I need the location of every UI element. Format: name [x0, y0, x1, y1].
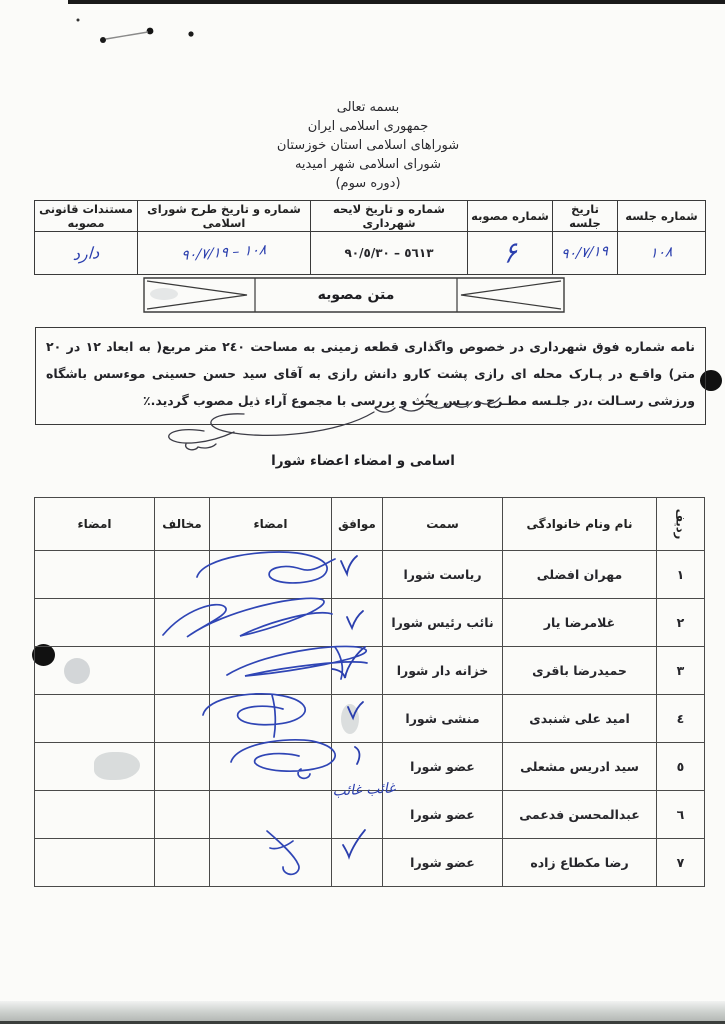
meta-value-session-no: ١٠٨: [618, 232, 706, 275]
col-header-signature: امضاء: [210, 498, 332, 551]
meta-value-bill-no-date: ٥٦١٣ – ٩٠/٥/٣٠: [311, 232, 468, 275]
row-no: ٧: [657, 839, 705, 887]
resolution-banner: [143, 277, 565, 313]
signature-row-4: [203, 694, 305, 737]
meta-header-legal-basis: مستندات قانونی مصوبه: [35, 201, 138, 232]
meta-header-row: [35, 201, 706, 232]
meta-value-row: [35, 232, 706, 275]
letterhead-bismillah: بسمه تعالی: [336, 100, 400, 115]
signature-row-1: [197, 552, 335, 583]
letterhead-term: (دوره سوم): [335, 176, 401, 191]
scan-edge-top: [68, 0, 725, 4]
signature-row-7: [267, 831, 299, 874]
row-no: ٤: [657, 695, 705, 743]
row-no: ٣: [657, 647, 705, 695]
letterhead-city-council: شورای اسلامی شهر امیدیه: [294, 157, 442, 172]
member-name: غلامرضا یار: [503, 599, 657, 647]
letterhead-country: جمهوری اسلامی ایران: [307, 119, 429, 134]
scan-edge-bottom: [0, 1001, 725, 1024]
row-no: ٢: [657, 599, 705, 647]
letterhead: [213, 98, 523, 193]
meta-value-resolution-no: ۶: [468, 232, 553, 275]
signature-row-2: [163, 598, 332, 637]
col-header-signature-2: امضاء: [35, 498, 155, 551]
checkmark-row-4: [348, 702, 363, 718]
row-no: ٥: [657, 743, 705, 791]
signature-row-5: [231, 740, 335, 778]
member-name: امید علی شنبدی: [503, 695, 657, 743]
member-name: سید ادریس مشعلی: [503, 743, 657, 791]
checkmark-row-2: [347, 611, 363, 628]
members-section-heading: اسامی و امضاء اعضاء شورا: [271, 453, 455, 469]
staple-marks: [60, 10, 210, 55]
letterhead-province-councils: شوراهای اسلامی استان خوزستان: [276, 138, 460, 153]
meta-header-bill-no-date: شماره و تاریخ لایحه شهرداری: [311, 201, 468, 232]
banner-title: متن مصوبه: [317, 287, 395, 303]
handwritten-annotation: [128, 382, 518, 442]
member-name: حمیدرضا باقری: [503, 647, 657, 695]
member-role: عضو شورا: [383, 743, 503, 791]
checkmark-row-5: [355, 747, 359, 764]
meta-header-session-no: شماره جلسه: [618, 201, 706, 232]
col-header-role: سمت: [383, 498, 503, 551]
col-header-row-no: ردیف: [657, 498, 705, 551]
member-name: مهران افضلی: [503, 551, 657, 599]
checkmark-row-1: [341, 556, 357, 574]
absent-note: غائب غائب: [332, 780, 396, 800]
resolution-meta-table: [34, 200, 706, 275]
member-name: عبدالمحسن فدعمی: [503, 791, 657, 839]
row-no: ١: [657, 551, 705, 599]
member-role: عضو شورا: [383, 791, 503, 839]
meta-value-plan-no-date: ١٠٨ – ٩٠/٧/١٩: [138, 232, 311, 275]
member-role: عضو شورا: [383, 839, 503, 887]
meta-value-legal-basis: دارد: [35, 232, 138, 275]
member-role: نائب رئیس شورا: [383, 599, 503, 647]
checkmark-row-7: [343, 830, 365, 857]
member-role: منشی شورا: [383, 695, 503, 743]
meta-header-session-date: تاریخ جلسه: [553, 201, 618, 232]
meta-header-plan-no-date: شماره و تاریخ طرح شورای اسلامی: [138, 201, 311, 232]
row-no: ٦: [657, 791, 705, 839]
signatures-overlay: [35, 497, 705, 873]
col-header-name: نام ونام خانوادگی: [503, 498, 657, 551]
member-role: ریاست شورا: [383, 551, 503, 599]
meta-value-session-date: ٩٠/٧/١٩: [553, 232, 618, 275]
meta-header-resolution-no: شماره مصوبه: [468, 201, 553, 232]
resolution-body-text: نامه شماره فوق شهرداری در خصوص واگذاری قطعه زمینی به مساحت ٢٤٠ متر مربع( به ابعاد ١٢ در ٢٠ متر) واقـع در پـارک محله ای رازی پشت کارو دانش رازی به آقای سید حسن حسینی موءسس باشگاه ورزشی رسـالت ،در جلـسه مطـرح و پـس بحث و بررسی با مجموع آراء ذیل مصوب گردید.٪: [46, 339, 695, 408]
col-header-oppose: مخالف: [155, 498, 210, 551]
member-name: رضا مکطاع زاده: [503, 839, 657, 887]
member-role: خزانه دار شورا: [383, 647, 503, 695]
col-header-agree: موافق: [332, 498, 383, 551]
